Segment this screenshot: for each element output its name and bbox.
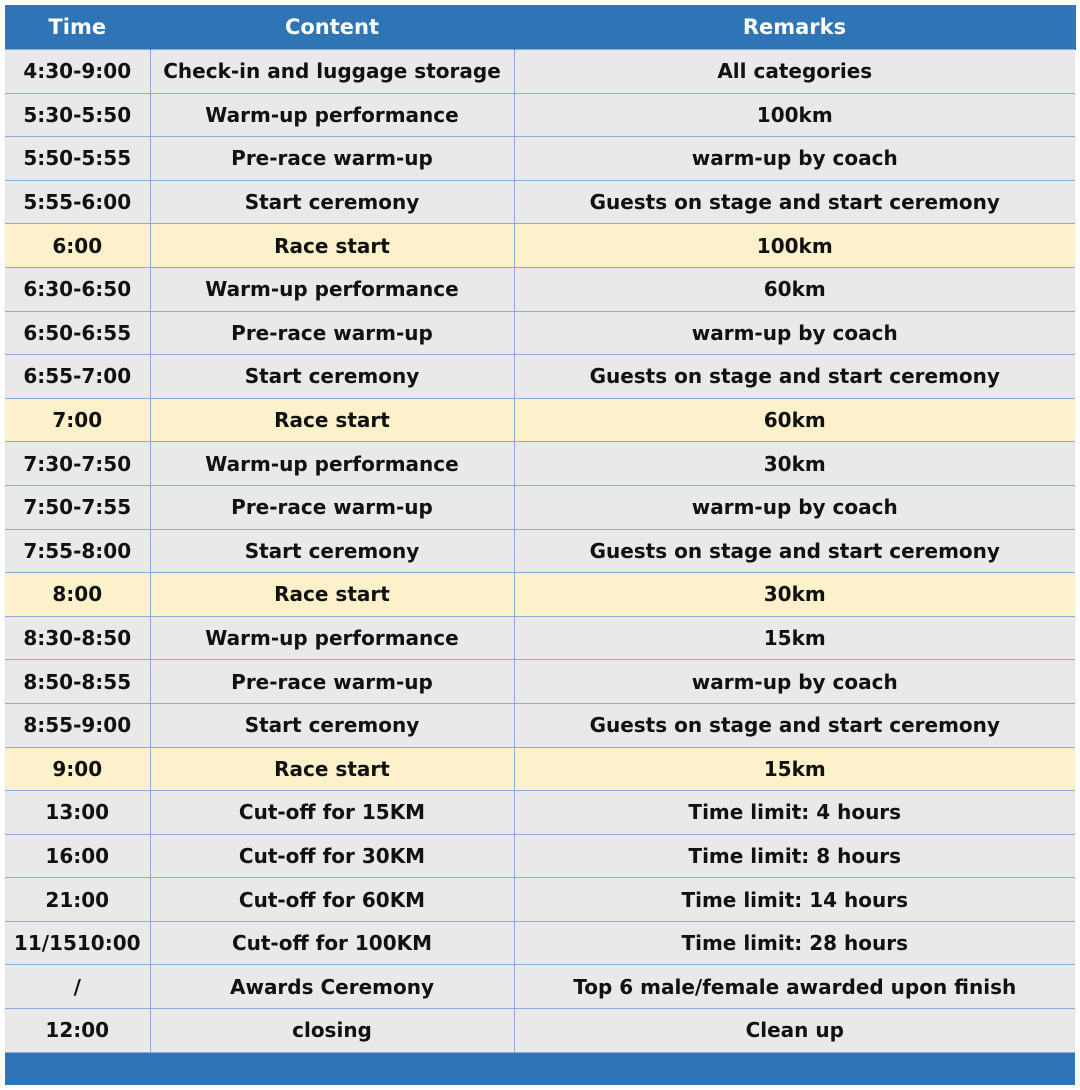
footer-bar <box>5 1053 1075 1085</box>
cell-content: Warm-up performance <box>150 616 514 660</box>
cell-time: 9:00 <box>5 747 150 791</box>
table-body <box>5 50 1075 1053</box>
cell-content: Pre-race warm-up <box>150 137 514 181</box>
cell-remarks: Guests on stage and start ceremony <box>514 703 1075 747</box>
cell-content: Cut-off for 60KM <box>150 878 514 922</box>
table-row <box>5 93 1075 137</box>
cell-time: 7:55-8:00 <box>5 529 150 573</box>
cell-content: Start ceremony <box>150 529 514 573</box>
cell-remarks: All categories <box>514 50 1075 94</box>
table-row <box>5 703 1075 747</box>
cell-remarks: 30km <box>514 442 1075 486</box>
cell-remarks: 100km <box>514 93 1075 137</box>
cell-remarks: Time limit: 8 hours <box>514 834 1075 878</box>
cell-remarks: 15km <box>514 747 1075 791</box>
cell-content: Race start <box>150 224 514 268</box>
table-row <box>5 791 1075 835</box>
cell-time: 7:00 <box>5 398 150 442</box>
cell-content: Awards Ceremony <box>150 965 514 1009</box>
cell-time: 8:30-8:50 <box>5 616 150 660</box>
cell-content: Pre-race warm-up <box>150 311 514 355</box>
cell-content: Cut-off for 30KM <box>150 834 514 878</box>
cell-remarks: 60km <box>514 267 1075 311</box>
cell-time: 6:55-7:00 <box>5 355 150 399</box>
cell-remarks: 100km <box>514 224 1075 268</box>
cell-content: Race start <box>150 747 514 791</box>
cell-time: 4:30-9:00 <box>5 50 150 94</box>
cell-time: 11/1510:00 <box>5 921 150 965</box>
cell-time: 16:00 <box>5 834 150 878</box>
cell-content: closing <box>150 1009 514 1053</box>
cell-remarks: Time limit: 14 hours <box>514 878 1075 922</box>
cell-content: Pre-race warm-up <box>150 485 514 529</box>
cell-remarks: Guests on stage and start ceremony <box>514 529 1075 573</box>
table-row <box>5 50 1075 94</box>
cell-time: 6:30-6:50 <box>5 267 150 311</box>
table-row <box>5 485 1075 529</box>
cell-remarks: warm-up by coach <box>514 311 1075 355</box>
cell-content: Pre-race warm-up <box>150 660 514 704</box>
cell-time: 5:50-5:55 <box>5 137 150 181</box>
cell-time: / <box>5 965 150 1009</box>
table-row-race-start <box>5 398 1075 442</box>
cell-content: Start ceremony <box>150 355 514 399</box>
cell-content: Start ceremony <box>150 703 514 747</box>
cell-time: 7:50-7:55 <box>5 485 150 529</box>
cell-time: 8:00 <box>5 573 150 617</box>
table-row <box>5 137 1075 181</box>
cell-remarks: Time limit: 28 hours <box>514 921 1075 965</box>
table-row <box>5 1009 1075 1053</box>
cell-remarks: Time limit: 4 hours <box>514 791 1075 835</box>
table-row <box>5 660 1075 704</box>
cell-time: 5:55-6:00 <box>5 180 150 224</box>
cell-time: 7:30-7:50 <box>5 442 150 486</box>
cell-content: Check-in and luggage storage <box>150 50 514 94</box>
cell-content: Warm-up performance <box>150 267 514 311</box>
cell-time: 21:00 <box>5 878 150 922</box>
cell-remarks: Guests on stage and start ceremony <box>514 180 1075 224</box>
header-remarks: Remarks <box>514 5 1075 50</box>
header-time: Time <box>5 5 150 50</box>
cell-time: 6:00 <box>5 224 150 268</box>
table-row-race-start <box>5 573 1075 617</box>
table-row <box>5 616 1075 660</box>
cell-remarks: warm-up by coach <box>514 660 1075 704</box>
table-row <box>5 965 1075 1009</box>
table-row <box>5 267 1075 311</box>
cell-content: Race start <box>150 398 514 442</box>
header-content: Content <box>150 5 514 50</box>
cell-content: Race start <box>150 573 514 617</box>
race-schedule-table <box>5 5 1076 1053</box>
cell-time: 13:00 <box>5 791 150 835</box>
table-row <box>5 834 1075 878</box>
cell-content: Start ceremony <box>150 180 514 224</box>
cell-content: Cut-off for 100KM <box>150 921 514 965</box>
cell-time: 8:55-9:00 <box>5 703 150 747</box>
table-row-race-start <box>5 224 1075 268</box>
cell-remarks: 30km <box>514 573 1075 617</box>
cell-remarks: Clean up <box>514 1009 1075 1053</box>
table-row <box>5 442 1075 486</box>
table-row <box>5 355 1075 399</box>
cell-remarks: Top 6 male/female awarded upon finish <box>514 965 1075 1009</box>
table-row <box>5 529 1075 573</box>
table-row <box>5 180 1075 224</box>
cell-remarks: warm-up by coach <box>514 137 1075 181</box>
cell-remarks: 60km <box>514 398 1075 442</box>
cell-content: Cut-off for 15KM <box>150 791 514 835</box>
schedule-sheet <box>5 5 1075 1085</box>
table-row <box>5 878 1075 922</box>
cell-time: 6:50-6:55 <box>5 311 150 355</box>
cell-time: 5:30-5:50 <box>5 93 150 137</box>
cell-content: Warm-up performance <box>150 442 514 486</box>
table-row <box>5 311 1075 355</box>
cell-time: 12:00 <box>5 1009 150 1053</box>
table-row <box>5 921 1075 965</box>
cell-time: 8:50-8:55 <box>5 660 150 704</box>
header-row <box>5 5 1075 50</box>
table-row-race-start <box>5 747 1075 791</box>
cell-remarks: warm-up by coach <box>514 485 1075 529</box>
cell-content: Warm-up performance <box>150 93 514 137</box>
cell-remarks: 15km <box>514 616 1075 660</box>
cell-remarks: Guests on stage and start ceremony <box>514 355 1075 399</box>
